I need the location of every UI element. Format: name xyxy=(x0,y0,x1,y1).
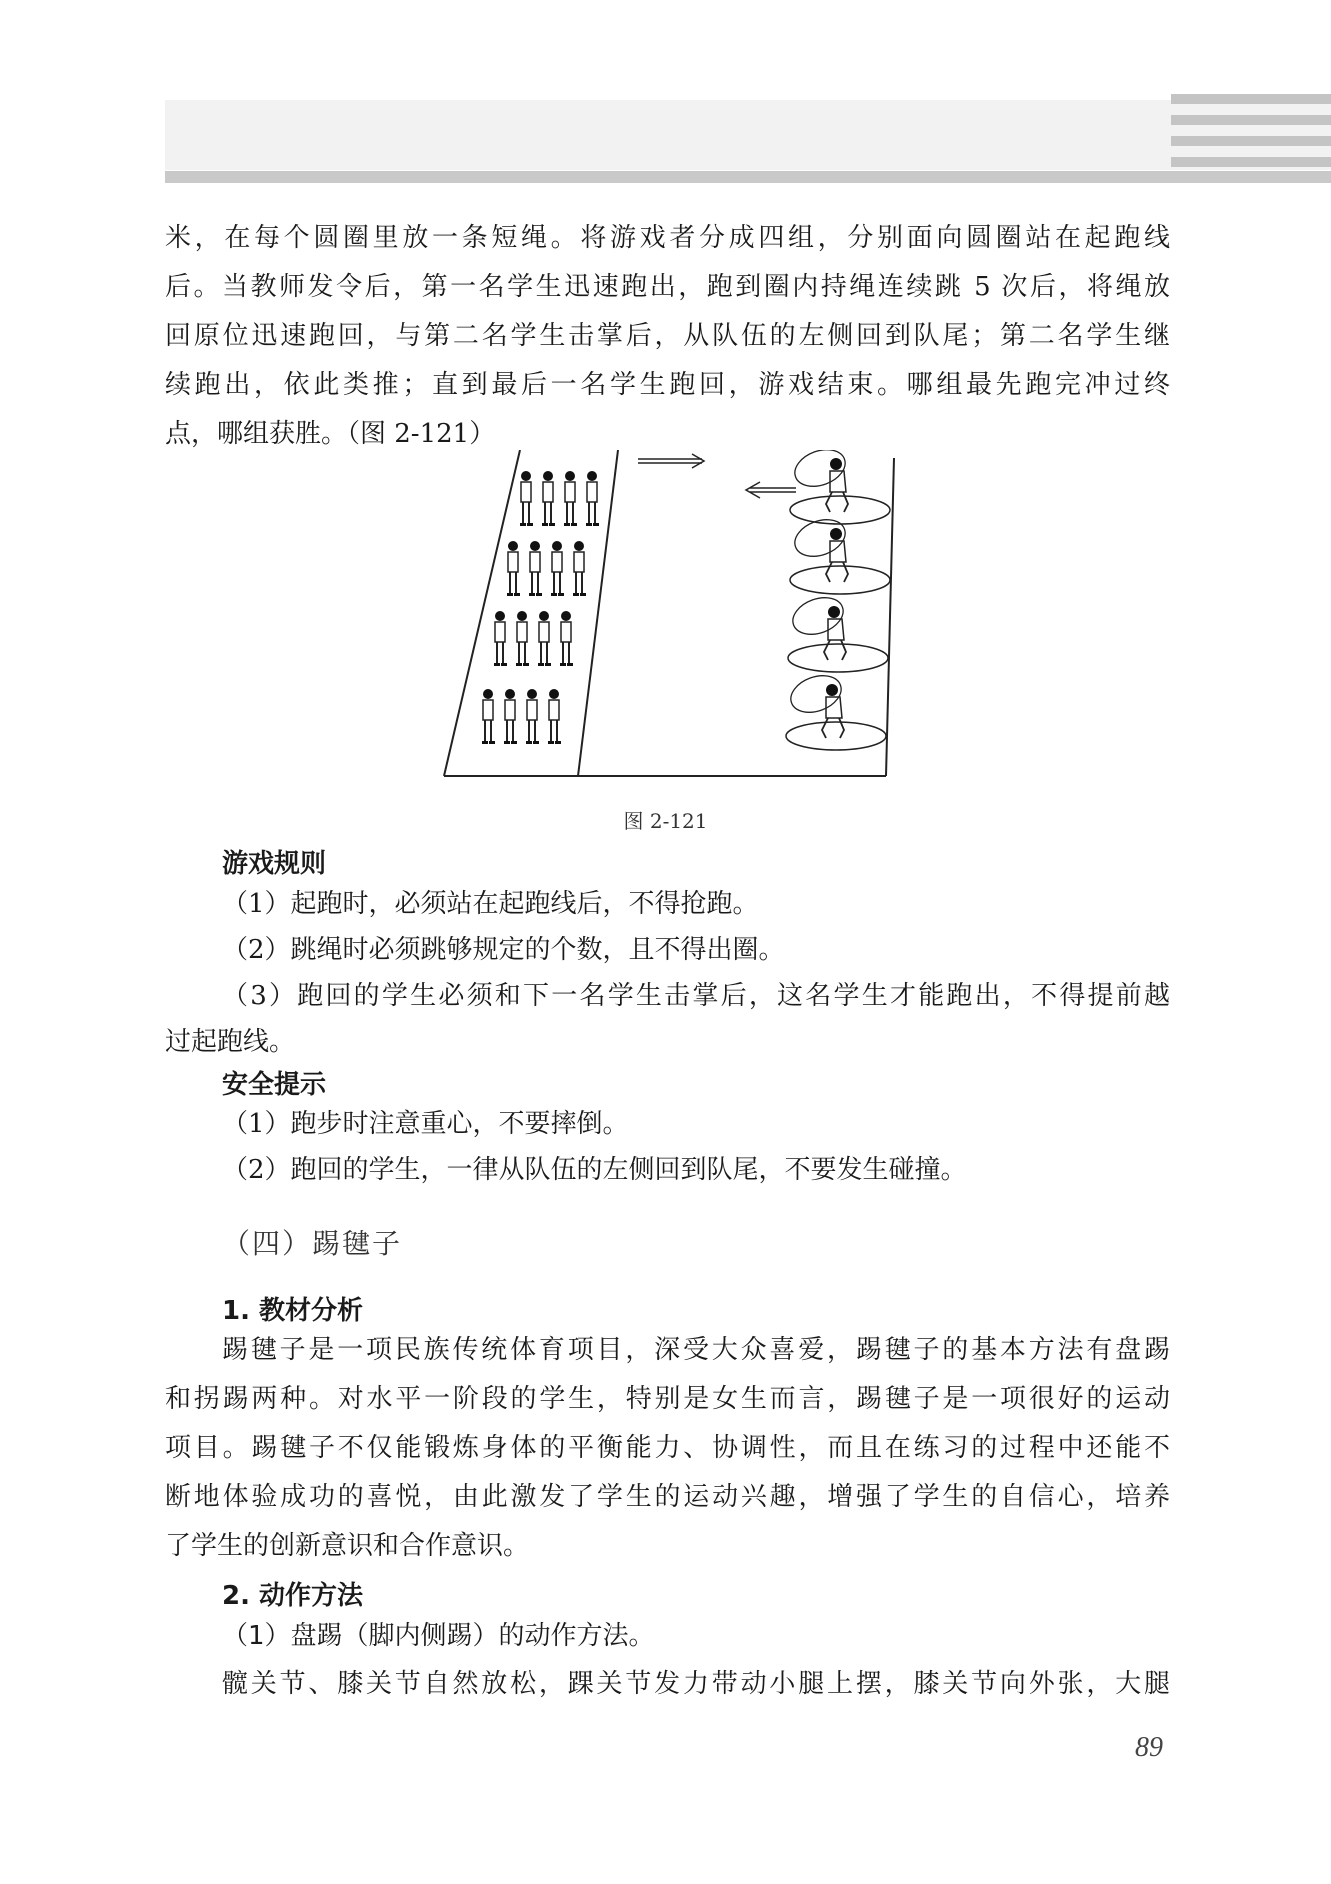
header-band xyxy=(165,100,1331,170)
student-figure xyxy=(542,471,555,526)
relay-jump-rope-figure xyxy=(0,450,1331,850)
rule-item-2: （2）跳绳时必须跳够规定的个数，且不得出圈。 xyxy=(222,935,785,965)
header-stripe xyxy=(1171,115,1331,125)
analysis-line-1: 踢毽子是一项民族传统体育项目，深受大众喜爱，踢毽子的基本方法有盘踢 xyxy=(222,1335,1170,1365)
analysis-line-2: 和拐踢两种。对水平一阶段的学生，特别是女生而言，踢毽子是一项很好的运动 xyxy=(165,1384,1170,1414)
rule-item-3: （3）跑回的学生必须和下一名学生击掌后，这名学生才能跑出，不得提前越 xyxy=(222,981,1170,1011)
student-figure xyxy=(526,689,539,744)
student-figure xyxy=(482,689,495,744)
student-figure xyxy=(529,541,542,596)
student-figure xyxy=(516,611,529,666)
header-rule xyxy=(165,171,1331,183)
student-figure xyxy=(504,689,517,744)
student-figure xyxy=(494,611,507,666)
rules-title: 游戏规则 xyxy=(222,849,327,879)
student-figure xyxy=(586,471,599,526)
jumpers xyxy=(786,450,890,750)
figure-caption: 图 2-121 xyxy=(623,809,708,833)
intro-line-5: 点，哪组获胜。（图 2-121） xyxy=(165,419,496,449)
analysis-line-4: 断地体验成功的喜悦，由此激发了学生的运动兴趣，增强了学生的自信心，培养 xyxy=(165,1482,1170,1512)
intro-line-2: 后。当教师发令后，第一名学生迅速跑出，跑到圈内持绳连续跳 5 次后，将绳放 xyxy=(165,272,1170,302)
header-stripe xyxy=(1171,136,1331,146)
student-figure xyxy=(573,541,586,596)
page-number: 89 xyxy=(1135,1732,1163,1763)
student-figure xyxy=(564,471,577,526)
header-stripe xyxy=(1171,94,1331,104)
safety-item-1: （1）跑步时注意重心，不要摔倒。 xyxy=(222,1109,629,1139)
safety-title: 安全提示 xyxy=(222,1070,327,1100)
rule-item-3-cont: 过起跑线。 xyxy=(165,1027,296,1057)
student-figure xyxy=(520,471,533,526)
analysis-line-5: 了学生的创新意识和合作意识。 xyxy=(165,1531,530,1561)
jumper-with-rope xyxy=(790,513,890,594)
method-title: 2. 动作方法 xyxy=(222,1581,364,1611)
student-figure xyxy=(538,611,551,666)
intro-line-1: 米，在每个圆圈里放一条短绳。将游戏者分成四组，分别面向圆圈站在起跑线 xyxy=(165,223,1170,253)
jumper-with-rope xyxy=(788,591,888,672)
rule-item-1: （1）起跑时，必须站在起跑线后，不得抢跑。 xyxy=(222,889,759,919)
analysis-title: 1. 教材分析 xyxy=(222,1296,364,1326)
section-title: （四）踢毽子 xyxy=(222,1227,403,1260)
safety-item-2: （2）跑回的学生，一律从队伍的左侧回到队尾，不要发生碰撞。 xyxy=(222,1155,967,1185)
arrow-left-icon xyxy=(746,482,796,498)
intro-line-4: 续跑出，依此类推；直到最后一名学生跑回，游戏结束。哪组最先跑完冲过终 xyxy=(165,370,1170,400)
jumper-with-rope xyxy=(786,669,886,750)
header-stripe xyxy=(1171,157,1331,167)
student-figure xyxy=(560,611,573,666)
method-line-1: 髋关节、膝关节自然放松，踝关节发力带动小腿上摆，膝关节向外张，大腿 xyxy=(222,1669,1170,1699)
method-item-1: （1）盘踢（脚内侧踢）的动作方法。 xyxy=(222,1621,655,1651)
student-figure xyxy=(507,541,520,596)
arrow-right-icon xyxy=(638,454,704,468)
student-figure xyxy=(548,689,561,744)
start-line xyxy=(578,450,618,776)
analysis-line-3: 项目。踢毽子不仅能锻炼身体的平衡能力、协调性，而且在练习的过程中还能不 xyxy=(165,1433,1170,1463)
student-figure xyxy=(551,541,564,596)
intro-line-3: 回原位迅速跑回，与第二名学生击掌后，从队伍的左侧回到队尾；第二名学生继 xyxy=(165,321,1170,351)
field-left-edge xyxy=(444,450,520,776)
jumper-with-rope xyxy=(790,450,890,524)
student-groups xyxy=(482,471,599,744)
